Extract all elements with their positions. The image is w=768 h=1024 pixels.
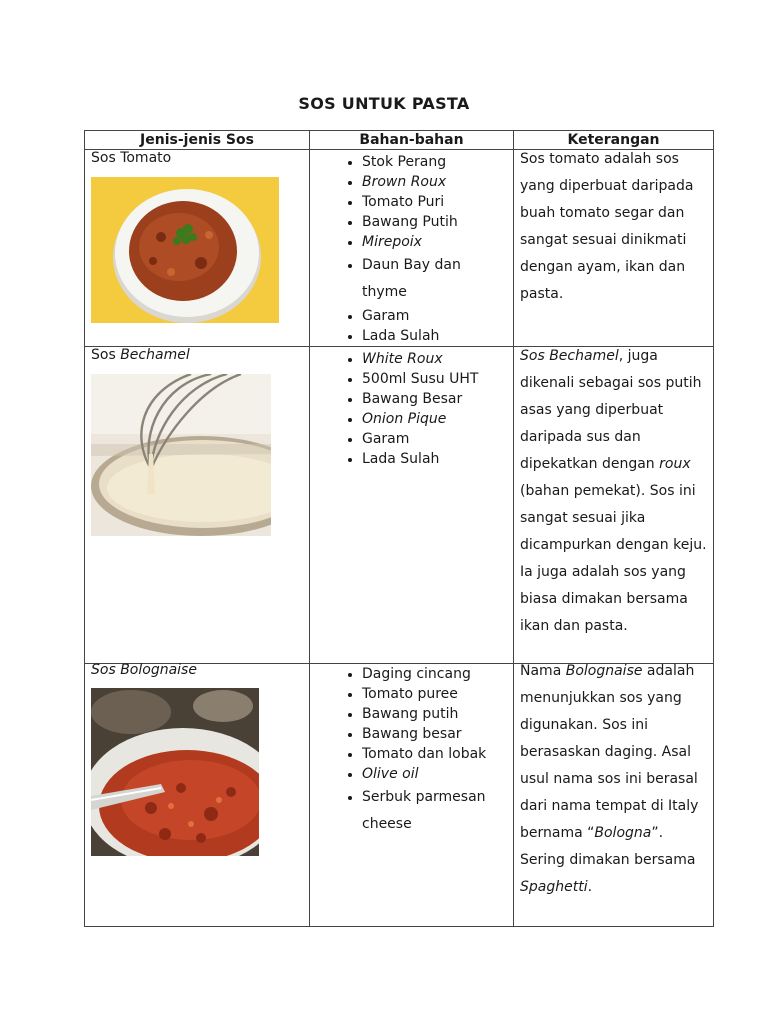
ingredient-list — [310, 152, 513, 346]
ingredients-cell — [310, 664, 514, 927]
list-item: • 500ml Susu UHT — [362, 369, 513, 389]
desc-text: . — [587, 879, 593, 895]
table-row — [85, 347, 714, 664]
table-row — [85, 664, 714, 927]
list-item: • Bawang Putih — [362, 212, 513, 232]
ingredients-cell — [310, 347, 514, 664]
list-item: • Olive oil — [362, 764, 513, 784]
ingredients-cell — [310, 150, 514, 347]
list-item: • Garam — [362, 306, 513, 326]
list-item: • Tomato dan lobak — [362, 744, 513, 764]
sauce-name — [85, 347, 309, 365]
list-item: • Mirepoix — [362, 232, 513, 252]
sauce-name: Sos Tomato — [91, 150, 172, 166]
desc-italic: Sos Bechamel — [520, 348, 619, 364]
list-item: • Daun Bay dan thyme — [362, 252, 480, 306]
desc-text: ”. Sering dimakan bersama — [520, 825, 696, 868]
table-row — [85, 150, 714, 347]
sauce-cell — [85, 150, 310, 347]
header-description: Keterangan — [514, 131, 714, 150]
desc-italic: roux — [659, 456, 691, 472]
sauce-name-italic: Bechamel — [120, 347, 190, 363]
desc-text: , juga dikenali sebagai sos putih asas yang diperbuat daripada sus dan dipekatkan dengan — [520, 348, 702, 472]
bechamel-sauce-photo — [91, 374, 271, 536]
ingredient-list — [310, 664, 513, 838]
tomato-sauce-photo — [91, 177, 279, 323]
list-item: • Garam — [362, 429, 513, 449]
desc-text: adalah menunjukkan sos yang digunakan. Sos ini berasaskan daging. Asal usul nama sos ini berasal dari nama tempat di Italy bernama “ — [520, 663, 699, 841]
page-title: SOS UNTUK PASTA — [298, 94, 470, 113]
sauce-table — [84, 130, 714, 927]
ingredient-list — [310, 349, 513, 469]
list-item: • Lada Sulah — [362, 449, 513, 469]
desc-text: Nama — [520, 663, 566, 679]
list-item: • Lada Sulah — [362, 326, 513, 346]
list-item: • Bawang Besar — [362, 389, 513, 409]
bolognaise-sauce-photo — [91, 688, 259, 856]
desc-italic: Bolognaise — [565, 663, 643, 679]
desc-italic: Spaghetti — [520, 879, 588, 895]
list-item: • Stok Perang — [362, 152, 513, 172]
list-item: • Tomato puree — [362, 684, 513, 704]
sauce-name-prefix: Sos — [91, 347, 121, 363]
desc-text: (bahan pemekat). Sos ini sangat sesuai jika dicampurkan dengan keju. Ia juga adalah sos yang biasa dimakan bersama ikan dan pasta. — [520, 483, 707, 634]
header-sauce-type: Jenis-jenis Sos — [85, 131, 310, 150]
sauce-name: Sos Bolognaise — [91, 662, 197, 678]
list-item: • Daging cincang — [362, 664, 513, 684]
sauce-cell — [85, 347, 310, 664]
list-item: • Tomato Puri — [362, 192, 513, 212]
list-item: • Onion Pique — [362, 409, 513, 429]
sauce-description: Sos tomato adalah sos yang diperbuat daripada buah tomato segar dan sangat sesuai dinikmati dengan ayam, ikan dan pasta. — [520, 151, 694, 302]
description-cell — [514, 664, 714, 927]
list-item: • Bawang putih — [362, 704, 513, 724]
list-item: • Brown Roux — [362, 172, 513, 192]
list-item: • Bawang besar — [362, 724, 513, 744]
sauce-description — [514, 658, 713, 901]
description-cell — [514, 347, 714, 664]
header-ingredients: Bahan-bahan — [310, 131, 514, 150]
list-item: • Serbuk parmesan cheese — [362, 784, 502, 838]
list-item: • White Roux — [362, 349, 513, 369]
desc-italic: Bologna — [594, 825, 652, 841]
description-cell — [514, 150, 714, 347]
sauce-cell — [85, 664, 310, 927]
sauce-description — [514, 343, 713, 640]
